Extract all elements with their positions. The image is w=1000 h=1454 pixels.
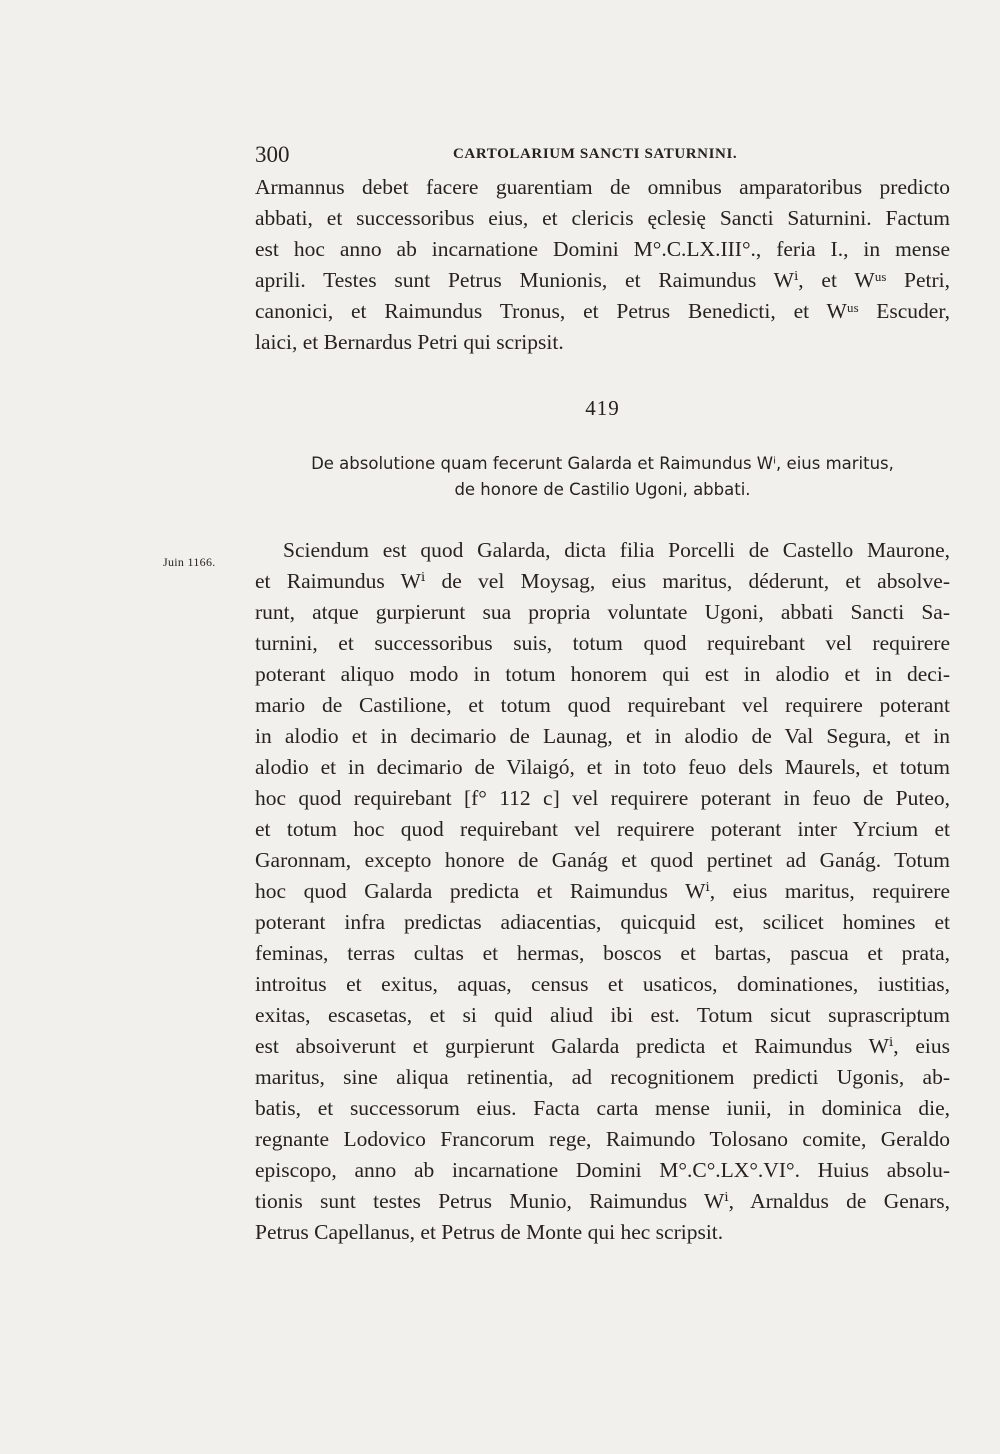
text-line: tionis sunt testes Petrus Munio, Raimundus Wⁱ, Arnaldus de Genars, xyxy=(255,1189,950,1213)
text-line: Petrus Capellanus, et Petrus de Monte qui hec scripsit. xyxy=(255,1220,724,1244)
text-line: episcopo, anno ab incarnatione Domini M°.C°.LX°.VI°. Huius absolu- xyxy=(255,1158,950,1182)
text-line: in alodio et in decimario de Launag, et in alodio de Val Segura, et in xyxy=(255,724,950,748)
charter-heading xyxy=(255,451,950,503)
text-line: runt, atque gurpierunt sua propria voluntate Ugoni, abbati Sancti Sa- xyxy=(255,600,950,624)
charter-number: 419 xyxy=(585,396,620,420)
text-line: maritus, sine aliqua retinentia, ad recognitionem predicti Ugonis, ab- xyxy=(255,1065,950,1089)
text-line: est absoiverunt et gurpierunt Galarda predicta et Raimundus Wⁱ, eius xyxy=(255,1034,950,1058)
text-line: laici, et Bernardus Petri qui scripsit. xyxy=(255,330,564,354)
text-line: alodio et in decimario de Vilaigó, et in toto feuo dels Maurels, et totum xyxy=(255,755,950,779)
text-line: mario de Castilione, et totum quod requirebant vel requirere poterant xyxy=(255,693,950,717)
margin-date-note: Juin 1166. xyxy=(163,555,216,569)
running-title: CARTOLARIUM SANCTI SATURNINI. xyxy=(453,146,738,162)
page-number: 300 xyxy=(255,142,290,167)
text-line: batis, et successorum eius. Facta carta mense iunii, in dominica die, xyxy=(255,1096,950,1120)
text-line: Armannus debet facere guarentiam de omnibus amparatoribus predicto xyxy=(255,175,950,199)
previous-charter-text xyxy=(255,172,950,358)
text-line: hoc quod Galarda predicta et Raimundus Wⁱ, eius maritus, requirere xyxy=(255,879,950,903)
text-line: poterant aliquo modo in totum honorem qui est in alodio et in deci- xyxy=(255,662,950,686)
text-line: canonici, et Raimundus Tronus, et Petrus Benedicti, et Wᵘˢ Escuder, xyxy=(255,299,950,323)
text-line: exitas, escasetas, et si quid aliud ibi est. Totum sicut suprascriptum xyxy=(255,1003,950,1027)
text-line: et totum hoc quod requirebant vel requirere poterant inter Yrcium et xyxy=(255,817,950,841)
text-line: regnante Lodovico Francorum rege, Raimundo Tolosano comite, Geraldo xyxy=(255,1127,950,1151)
running-head xyxy=(255,142,950,168)
text-line: Sciendum est quod Galarda, dicta filia Porcelli de Castello Maurone, xyxy=(283,538,950,562)
text-line: introitus et exitus, aquas, census et usaticos, dominationes, iustitias, xyxy=(255,972,950,996)
text-line: turnini, et successoribus suis, totum quod requirebant vel requirere xyxy=(255,631,950,655)
heading-line: de honore de Castilio Ugoni, abbati. xyxy=(454,480,751,499)
heading-line: De absolutione quam fecerunt Galarda et Raimundus Wⁱ, eius maritus, xyxy=(311,454,894,473)
text-line: poterant infra predictas adiacentias, quicquid est, scilicet homines et xyxy=(255,910,950,934)
text-line: est hoc anno ab incarnatione Domini M°.C.LX.III°., feria I., in mense xyxy=(255,237,950,261)
text-line: aprili. Testes sunt Petrus Munionis, et Raimundus Wⁱ, et Wᵘˢ Petri, xyxy=(255,268,950,292)
text-line: feminas, terras cultas et hermas, boscos et bartas, pascua et prata, xyxy=(255,941,950,965)
text-line: et Raimundus Wⁱ de vel Moysag, eius maritus, déderunt, et absolve- xyxy=(255,569,950,593)
text-line: Garonnam, excepto honore de Ganág et quod pertinet ad Ganág. Totum xyxy=(255,848,950,872)
charter-text xyxy=(255,535,950,1248)
text-line: abbati, et successoribus eius, et clericis ęclesię Sancti Saturnini. Factum xyxy=(255,206,950,230)
text-line: hoc quod requirebant [f° 112 c] vel requirere poterant in feuo de Puteo, xyxy=(255,786,950,810)
